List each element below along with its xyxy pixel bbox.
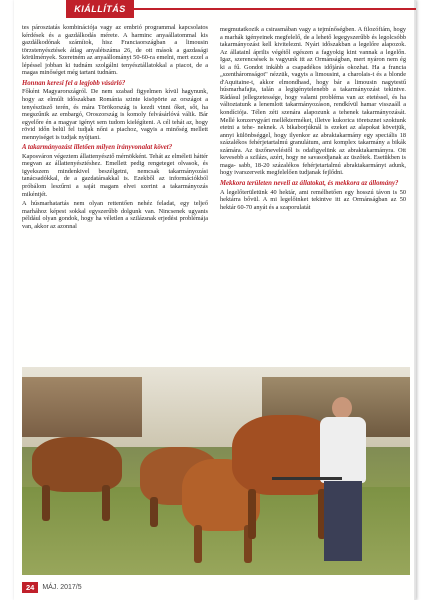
issue-label: MÁJ. 2017/5 <box>42 583 82 591</box>
barn-structure <box>22 377 142 437</box>
paragraph: A húsmarhatartás nem olyan rettentően nehéz feladat, egy teljeő marhához képest sokkal egyszerűbb dolgunk van. Nincsenek ugyanis például olyan gondok, hogy ha véletlen a szilázsnak erjedési problémája van, akkor az azonnal <box>22 200 208 230</box>
cattle-show-photo <box>22 367 410 575</box>
section-header <box>14 0 416 20</box>
question-heading: A takarmányozást illetően milyen irányvonalat követ? <box>22 144 173 152</box>
page-footer <box>22 580 402 594</box>
right-column <box>220 26 406 213</box>
magazine-page <box>14 0 416 600</box>
question-heading: Honnan keresi fel a legjobb vásárló? <box>22 79 126 87</box>
header-rule <box>134 8 416 10</box>
paragraph: A legelőterületünk 40 hektár, ami remélhetően egy hosszú távon is 50 hektárra bővül. A mi legelőinket tekintve itt az Ormánságban az 50 hektár 60-70 anyát és a szaporulatát <box>220 188 406 211</box>
cow-leg <box>42 485 50 521</box>
paragraph: megmutatkozik a csirasmában vagy a tejmínőségben. A filozófiám, hogy a marhák igényeinek megfelelő, de a lehető legegyszerűbb és legolcsóbb takarmányozást kell kivitelezni. Nyári időszakban a legelőre alapozok. Az állatainl április végétől egészen a fagyokig kint vannak a legelőn. Igaz, szerencsések is vagyunk itt az Ormánságban, mert nyáron nem ég ki a fű. Gondot inkább a csapadékos időjárás okozhat. Ha a francia „szentháromságot" nézzük, vagyis a limousint, a charolais-t és a blonde d'Aquitaine-t, akkor elmondhasd, hogy bár a limousin nagytestű húsmarhafajta, talán a legigénytelenebb a takarmányozást tekintve. Rádásul jellegzetessége, hogy valami probléma van az etetéssel, és ha változtatunk a lenemlott takarmányozáson, rendkívül hamar visszaáll a kondíciója. Télen zéti szenára alapozunk a tehenek takarmányozását. Mellé konzervgyári mellékterméket, illetve kukorica töretsznet szoktunk etetni a tehe- neknek. A bikaborjúknál is ezeket az alapokat követjük, annyi különbséggel, hogy ilyenkor az abraktakarmány egy speciális 18 százalékos fehérjetartalmú granulátum, ami komplex takarmány a bikák számára. Az üszőneveléstől is odafigyelünk az abraktakarmányra. Ott kevesebb a szilázs, azért, hogy ne savasodjanak az üszőtek. Esetükben is maga- sabb, 18-20 százalékos fehérjetartalmú abraktakarmányt adunk, hogy ivarszerveik megfelelően tudjanak fejlődni. <box>220 26 406 177</box>
handler-shirt <box>320 417 366 483</box>
cow-leg <box>150 497 158 527</box>
handler-pants <box>324 481 362 561</box>
cow-figure <box>32 437 122 492</box>
page-number: 24 <box>22 582 38 593</box>
question-heading: Mekkora területen neveli az állatokat, és mekkora az állomány? <box>220 179 399 187</box>
paragraph: Főként Magyarországról. De nem szabad figyelmen kívül hagynunk, hogy az elmúlt időszakban Románia szinte kisöpörte az országot a tenyészüsző terén, és mára Törökország is kezdi vinni őket, sőt, ha megszűnik az embargó, Oroszország is komoly felvásárlóvá válik. Bár egyelőre én a magyar igényt sem tudom kielégíteni. A cél tehát az, hogy rövid időn belül fel tudjak nőni a piachoz, vagyis a minőség mellett mennyiséget is tudjak nyújtani. <box>22 88 208 141</box>
section-tab: KIÁLLÍTÁS <box>66 0 134 18</box>
left-column <box>22 24 208 232</box>
cow-leg <box>248 489 256 539</box>
paragraph: Kaposváron végeztem állattenyésztő mérnökként. Tehát az elméleti háttér megvan az állattenyésztéshez. Emellett pedig rengeteget olvasok, és igyekszem mindenkivel beszélgetni, nemcsak takarmányozási tanácsadókkal, de a gazdatársakkal is. Ezekből az információkból próbálom leszűrni a saját magam elvei szerint a takarmányozás mikéntjét. <box>22 152 208 198</box>
cow-leg <box>102 485 110 521</box>
cow-leg <box>194 525 202 563</box>
paragraph: tes párosztatás kombinációja vagy az embrió programmal kapcsolatos kérdések és a gazdálkodás mérete. A harminc anyaállatommal kis gazdálkodónak számítok, hisz Franciaországban a limousin törzstenyésztések átlag anyalétszáma 26, de ott mások a gazdasági körülmények. Szeretném az anyaállományt 50-60-ra emelni, mert ezzel a lépéssel jobban ki tudnám szolgálni tenyésztállatokkal a piacot, de a magas minőséget még tartani tudnám. <box>22 24 208 77</box>
lead-rope <box>272 477 342 480</box>
handler-head <box>332 397 352 419</box>
